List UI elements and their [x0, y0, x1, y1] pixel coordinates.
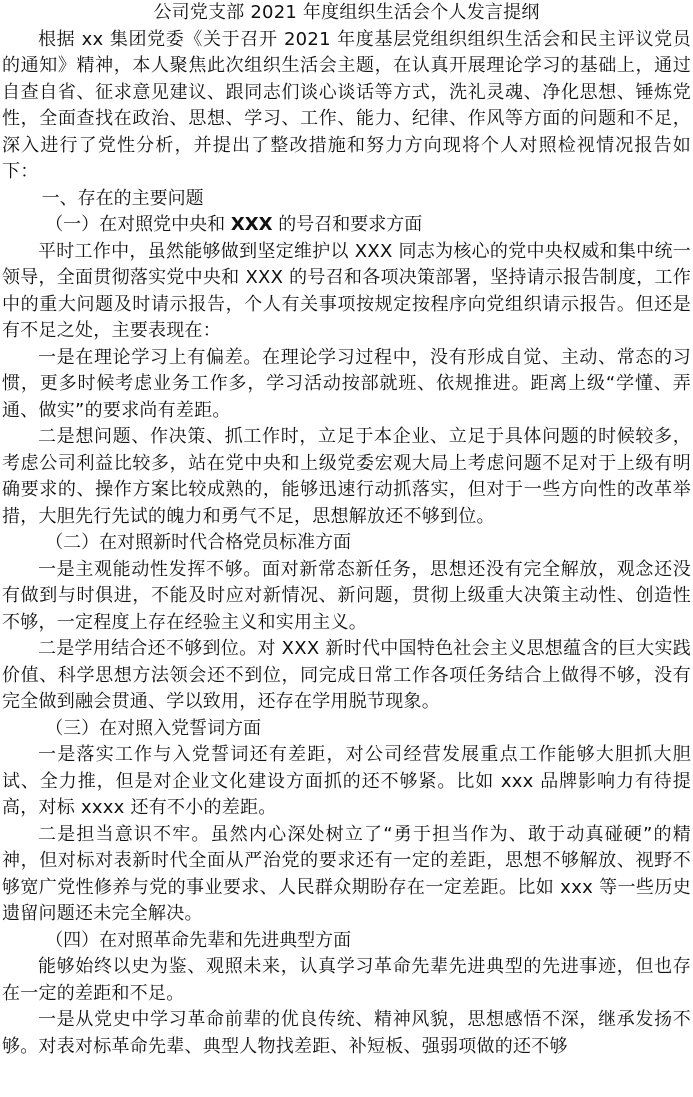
subsection-heading-1-bold: XXX	[230, 214, 273, 235]
paragraph: 平时工作中，虽然能够做到坚定维护以 XXX 同志为核心的党中央权威和集中统一领导，全面贯彻落实党中央和 XXX 的号召和各项决策部署，坚持请示报告制度，工作中的重大问题及时请示报告，个人有关事项按规定按程序向党组织请示报告。但还是有不足之处，主要表现在：	[2, 240, 691, 341]
subsection-heading-1	[2, 212, 691, 239]
paragraph: 能够始终以史为鉴、观照未来，认真学习革命先辈先进典型的先进事迹，但也存在一定的差距和不足。	[2, 956, 691, 1004]
paragraph: 一是从党史中学习革命前辈的优良传统、精神风貌，思想感悟不深，继承发扬不够。对表对标革命先辈、典型人物找差距、补短板、强弱项做的还不够	[2, 1009, 691, 1057]
paragraph: 二是学用结合还不够到位。对 XXX 新时代中国特色社会主义思想蕴含的巨大实践价值、科学思想方法领会还不到位，同完成日常工作各项任务结合上做得不够，没有完全做到融会贯通、学以致用，还存在学用脱节现象。	[2, 638, 691, 712]
paragraph: 一是在理论学习上有偏差。在理论学习过程中，没有形成自觉、主动、常态的习惯，更多时候考虑业务工作多，学习活动按部就班、依规推进。距离上级“学懂、弄通、做实”的要求尚有差距。	[2, 346, 691, 421]
paragraph: 二是想问题、作决策、抓工作时，立足于本企业、立足于具体问题的时候较多，考虑公司利益比较多，站在党中央和上级党委宏观大局上考虑问题不足对于上级有明确要求的、操作方案比较成熟的，能够迅速行动抓落实，但对于一些方向性的改革举措，大胆先行先试的魄力和勇气不足，思想解放还不够到位。	[2, 426, 691, 527]
paragraph: 二是担当意识不牢。虽然内心深处树立了“勇于担当作为、敢于动真碰硬”的精神，但对标对表新时代全面从严治党的要求还有一定的差距，思想不够解放、视野不够宽广党性修养与党的事业要求、人民群众期盼存在一定差距。比如 xxx 等一些历史遗留问题还未完全解决。	[2, 823, 691, 924]
intro-paragraph: 根据 xx 集团党委《关于召开 2021 年度基层党组织组织生活会和民主评议党员的通知》精神，本人聚焦此次组织生活会主题，在认真开展理论学习的基础上，通过自查自省、征求意见建议、跟同志们谈心谈话等方式，洗礼灵魂、净化思想、锤炼党性，全面查找在政治、思想、学习、工作、能力、纪律、作风等方面的问题和不足，深入进行了党性分析，并提出了整改措施和努力方向现将个人对照检视情况报告如下：	[2, 28, 691, 182]
subsection-heading-1-suffix: 的号召和要求方面	[272, 214, 423, 235]
document-title: 公司党支部 2021 年度组织生活会个人发言提纲	[153, 2, 540, 23]
subsection-heading-2: （二）在对照新时代合格党员标准方面	[45, 532, 352, 553]
subsection-heading-4: （四）在对照革命先辈和先进典型方面	[45, 929, 352, 951]
paragraph: 一是落实工作与入党誓词还有差距，对公司经营发展重点工作能够大胆抓大胆试、全力推，但是对企业文化建设方面抓的还不够紧。比如 xxx 品牌影响力有待提高，对标 xxxx 还有不小的差距。	[2, 744, 691, 818]
section-heading-problems: 一、存在的主要问题	[41, 187, 204, 209]
paragraph: 一是主观能动性发挥不够。面对新常态新任务，思想还没有完全解放，观念还没有做到与时俱进，不能及时应对新情况、新问题，贯彻上级重大决策主动性、创造性不够，一定程度上存在经验主义和实用主义。	[2, 558, 691, 633]
subsection-heading-1-prefix: （一）在对照党中央和	[45, 214, 231, 235]
subsection-heading-3: （三）在对照入党誓词方面	[45, 717, 262, 739]
